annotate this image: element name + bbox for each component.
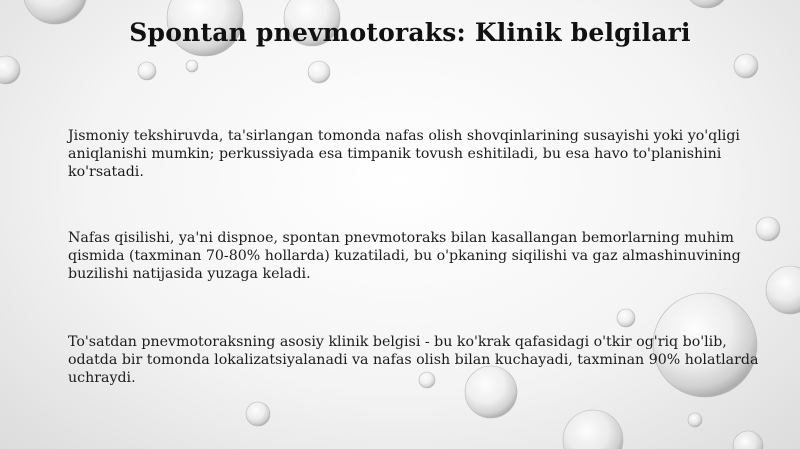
paragraph-physical-exam: Jismoniy tekshiruvda, ta'sirlangan tomonda nafas olish shovqinlarining susayishi yoki yo'qligi aniqlanishi mumkin; perkussiyada esa timpanik tovush eshitiladi, bu esa havo to'planishini ko'rsatadi. [68, 128, 740, 180]
droplet [734, 54, 758, 78]
paragraph-dyspnea: Nafas qisilishi, ya'ni dispnoe, spontan pnevmotoraks bilan kasallangan bemorlarning muhim qismida (taxminan 70-80% hollarda) kuzatiladi, bu o'pkaning siqilishi va gaz almashinuvining buzilishi natijasida yuzaga keladi. [68, 230, 741, 282]
droplet [308, 61, 330, 83]
droplet [138, 62, 156, 80]
droplet [0, 56, 20, 84]
droplet [563, 410, 623, 449]
droplet [766, 266, 800, 314]
droplet [688, 413, 702, 427]
droplet [617, 309, 635, 327]
droplet [733, 431, 763, 449]
droplet [186, 60, 198, 72]
slide-title: Spontan pnevmotoraks: Klinik belgilari [129, 18, 691, 47]
droplet [685, 0, 729, 8]
droplet [246, 402, 270, 426]
paragraph-chest-pain: To'satdan pnevmotoraksning asosiy klinik belgisi - bu ko'krak qafasidagi o'tkir og'riq bo'lib, odatda bir tomonda lokalizatsiyalanadi va nafas olish bilan kuchayadi, taxminan 90% holatlarda uchraydi. [68, 334, 759, 386]
droplet [23, 0, 87, 24]
